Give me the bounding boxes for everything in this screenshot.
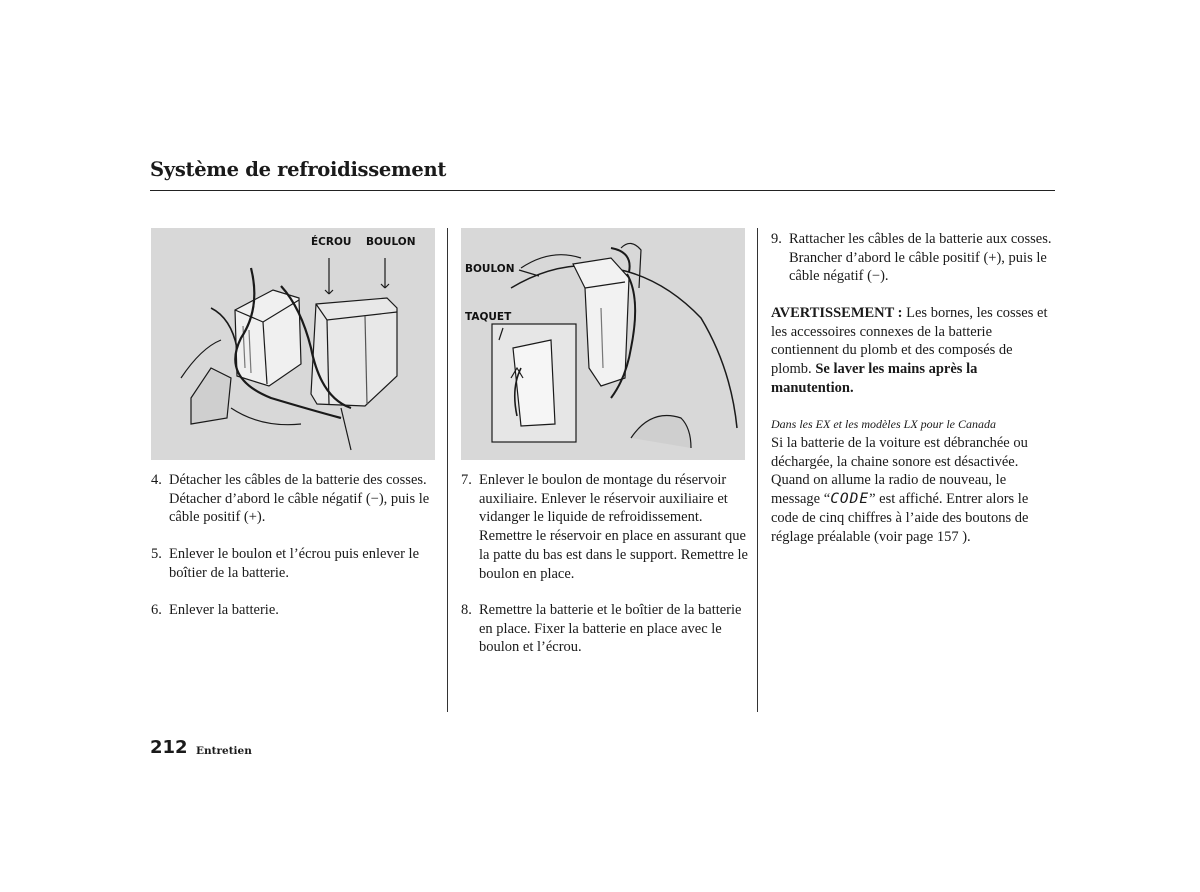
step-number: 8.	[461, 602, 472, 618]
step-6	[151, 601, 439, 620]
title-rule	[150, 190, 1055, 191]
label-bolt-middle: BOULON	[465, 263, 515, 275]
step-text: Remettre la batterie et le boîtier de la batterie en place. Fixer la batterie en place avec le boulon et l’écrou.	[479, 602, 742, 656]
section-name: Entretien	[196, 745, 252, 757]
step-7	[461, 471, 751, 583]
warning-text: Les bornes, les cosses et les accessoires connexes de la batterie contiennent du plomb et des composés de plomb.	[771, 305, 1048, 378]
step-5	[151, 545, 439, 582]
label-bolt-left: BOULON	[366, 236, 416, 248]
step-number: 5.	[151, 546, 162, 562]
warning-emphasis: Se laver les mains après la manutention.	[771, 361, 978, 396]
battery-removal-illustration	[151, 228, 435, 460]
label-tab: TAQUET	[465, 311, 512, 323]
page-title: Système de refroidissement	[150, 158, 447, 181]
note-heading: Dans les EX et les modèles LX pour le Canada	[771, 417, 996, 431]
note-text-after: ” est affiché. Entrer alors le code de cinq chiffres à l’aide des boutons de réglage préalable (voir page 157 ).	[771, 491, 1029, 545]
step-text: Détacher les câbles de la batterie des cosses. Détacher d’abord le câble négatif (−), puis le câble positif (+).	[169, 472, 430, 526]
warning-label: AVERTISSEMENT :	[771, 305, 903, 321]
step-text: Enlever le boulon de montage du réservoir auxiliaire. Enlever le réservoir auxiliaire et vidanger le liquide de refroidissement. Remettre le réservoir en place en assurant que la patte du bas est dans le support. Remettre le boulon en place.	[479, 472, 748, 582]
step-text: Enlever le boulon et l’écrou puis enlever le boîtier de la batterie.	[169, 546, 420, 581]
step-9	[771, 230, 1056, 286]
step-number: 9.	[771, 231, 782, 247]
step-text: Rattacher les câbles de la batterie aux cosses. Brancher d’abord le câble positif (+), puis le câble négatif (−).	[789, 231, 1052, 285]
step-number: 6.	[151, 602, 162, 618]
column-divider-left	[447, 228, 448, 712]
label-nut: ÉCROU	[311, 236, 352, 248]
column-divider-right	[757, 228, 758, 712]
note-text-before: Si la batterie de la voiture est débranchée ou déchargée, la chaine sonore est désactivée. Quand on allume la radio de nouveau, le message “	[771, 435, 1028, 508]
step-text: Enlever la batterie.	[169, 602, 279, 618]
note-paragraph	[771, 434, 1056, 546]
step-number: 4.	[151, 472, 162, 488]
step-4	[151, 471, 439, 527]
lcd-code: CODE	[830, 491, 870, 508]
step-number: 7.	[461, 472, 472, 488]
step-8	[461, 601, 751, 657]
page-number: 212	[150, 737, 188, 758]
warning-paragraph	[771, 304, 1056, 398]
